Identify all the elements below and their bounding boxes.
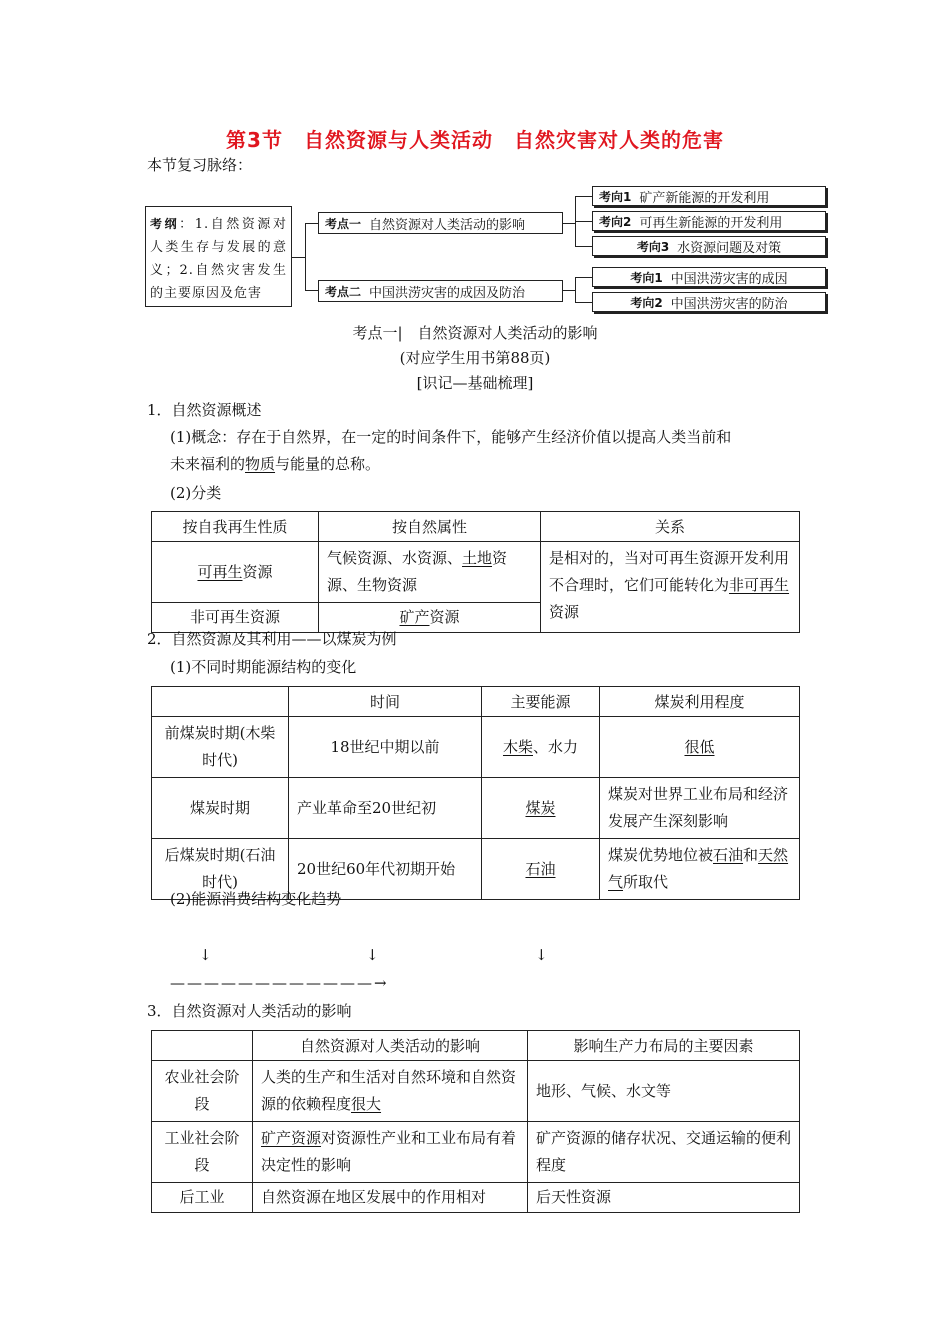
cell-text: 所取代 <box>623 873 669 891</box>
s1-heading: 1．自然资源概述 <box>147 401 262 419</box>
table-cell: 煤炭时期 <box>152 778 289 839</box>
outline-text: ：1.自然资源对人类生存与发展的意义；2.自然灾害发生的主要原因及危害 <box>150 217 287 301</box>
answer: 石油 <box>525 859 556 878</box>
direction4-tag: 考向1 <box>630 270 663 285</box>
table-cell: 自然资源在地区发展中的作用相对 <box>253 1183 528 1213</box>
table-header: 关系 <box>541 512 800 542</box>
table-cell: 产业革命至20世纪初 <box>289 778 482 839</box>
cell-text: 资源、生物资源 <box>327 549 508 594</box>
table-header: 煤炭利用程度 <box>600 687 800 717</box>
table-header: 按自然属性 <box>319 512 541 542</box>
classification-table <box>151 511 800 633</box>
trend-dash-arrow: ————————————→ <box>170 974 389 992</box>
answer: 土地 <box>462 549 493 567</box>
table-cell <box>482 717 600 778</box>
table-header: 影响生产力布局的主要因素 <box>528 1031 800 1061</box>
table-header <box>152 687 289 717</box>
table-header: 主要能源 <box>482 687 600 717</box>
table-header: 自然资源对人类活动的影响 <box>253 1031 528 1061</box>
table-cell: 农业社会阶段 <box>152 1061 253 1122</box>
direction1-box <box>592 186 826 206</box>
concept-answer: 物质 <box>245 455 276 473</box>
point1-box <box>318 212 563 234</box>
resource-impact-table <box>151 1030 800 1213</box>
table-header <box>152 1031 253 1061</box>
direction3-text: 水资源问题及对策 <box>677 240 782 256</box>
s2-sub2: (2)能源消费结构变化趋势 <box>170 890 342 908</box>
cell-text: 和 <box>743 846 759 864</box>
direction5-tag: 考向2 <box>630 295 663 310</box>
table-header: 按自我再生性质 <box>152 512 319 542</box>
table-cell: 地形、气候、水文等 <box>528 1061 800 1122</box>
table-cell <box>600 717 800 778</box>
table-cell <box>482 839 600 900</box>
direction5-box <box>592 292 826 312</box>
section-ref: (对应学生用书第88页) <box>399 349 551 367</box>
point1-text: 自然资源对人类活动的影响 <box>369 217 526 233</box>
section-heading: 考点一| 自然资源对人类活动的影响 <box>352 324 598 342</box>
table-cell: 后天性资源 <box>528 1183 800 1213</box>
cell-text: 资源 <box>429 608 460 626</box>
concept-text: 未来福利的 <box>170 455 246 473</box>
cell-text: 、水力 <box>533 737 579 756</box>
table-cell: 非可再生资源 <box>152 603 319 633</box>
answer: 非可再生 <box>729 576 790 594</box>
cell-text: 对资源性产业和工业布局有着决定性的影响 <box>261 1129 517 1174</box>
outline-tag: 考纲 <box>150 217 180 231</box>
table-cell <box>253 1122 528 1183</box>
direction5-text: 中国洪涝灾害的防治 <box>670 296 788 312</box>
page-title: 第3节 自然资源与人类活动 自然灾害对人类的危害 <box>226 128 724 152</box>
table-cell: 18世纪中期以前 <box>289 717 482 778</box>
table-cell <box>482 778 600 839</box>
direction2-tag: 考向2 <box>599 214 632 229</box>
answer: 很低 <box>684 737 715 756</box>
cell-text: 资源 <box>242 562 273 581</box>
cell-text: 气候资源、水资源、 <box>327 549 463 567</box>
outline-box <box>145 206 292 307</box>
s1-concept-line2 <box>170 451 380 478</box>
table-cell: 后工业 <box>152 1183 253 1213</box>
review-label: 本节复习脉络： <box>147 156 253 174</box>
table-cell <box>152 542 319 603</box>
down-arrow-icon: ↓ <box>366 946 379 964</box>
s2-heading: 2．自然资源及其利用——以煤炭为例 <box>147 630 397 648</box>
table-header: 时间 <box>289 687 482 717</box>
answer: 很大 <box>351 1095 382 1113</box>
s2-sub1: (1)不同时期能源结构的变化 <box>170 658 357 676</box>
down-arrow-icon: ↓ <box>199 946 212 964</box>
table-cell: 工业社会阶段 <box>152 1122 253 1183</box>
table-cell <box>541 542 800 633</box>
concept-text-end: 与能量的总称。 <box>275 455 381 473</box>
direction2-box <box>592 211 826 231</box>
s3-heading: 3．自然资源对人类活动的影响 <box>147 1002 352 1020</box>
point2-tag: 考点二 <box>325 284 362 299</box>
table-cell: 后煤炭时期(石油时代) <box>152 839 289 900</box>
table-cell: 前煤炭时期(木柴时代) <box>152 717 289 778</box>
down-arrow-icon: ↓ <box>535 946 548 964</box>
direction3-tag: 考向3 <box>636 239 670 254</box>
cell-text: 人类的生产和生活对自然环境和自然资源的依赖程度 <box>261 1068 517 1113</box>
answer: 可再生 <box>197 562 243 581</box>
answer: 石油 <box>713 846 744 864</box>
point2-text: 中国洪涝灾害的成因及防治 <box>369 285 526 301</box>
direction2-text: 可再生新能源的开发利用 <box>639 215 783 231</box>
table-cell: 矿产资源的储存状况、交通运输的便利程度 <box>528 1122 800 1183</box>
answer: 矿产资源 <box>261 1129 322 1147</box>
direction1-text: 矿产新能源的开发利用 <box>639 190 770 206</box>
point2-box <box>318 280 563 302</box>
direction4-text: 中国洪涝灾害的成因 <box>670 271 788 287</box>
answer: 煤炭 <box>525 798 556 817</box>
answer: 天然气 <box>608 846 789 891</box>
table-cell <box>600 839 800 900</box>
point1-tag: 考点一 <box>325 216 362 231</box>
direction3-box <box>592 236 826 256</box>
table-cell <box>319 542 541 603</box>
cell-text: 是相对的，当对可再生资源开发利用不合理时，它们可能转化为 <box>549 549 790 594</box>
answer: 矿产 <box>399 608 430 626</box>
energy-structure-table <box>151 686 800 900</box>
answer: 木柴 <box>502 737 533 756</box>
section-sub: [识记—基础梳理] <box>416 374 534 392</box>
direction1-tag: 考向1 <box>599 189 632 204</box>
table-cell <box>253 1061 528 1122</box>
s1-concept-line1: (1)概念：存在于自然界，在一定的时间条件下，能够产生经济价值以提高人类当前和 <box>170 428 732 446</box>
direction4-box <box>592 267 826 287</box>
table-cell: 20世纪60年代初期开始 <box>289 839 482 900</box>
cell-text: 资源 <box>549 603 580 621</box>
s1-class-label: (2)分类 <box>170 484 222 502</box>
cell-text: 煤炭优势地位被 <box>608 846 714 864</box>
table-cell: 煤炭对世界工业布局和经济发展产生深刻影响 <box>600 778 800 839</box>
